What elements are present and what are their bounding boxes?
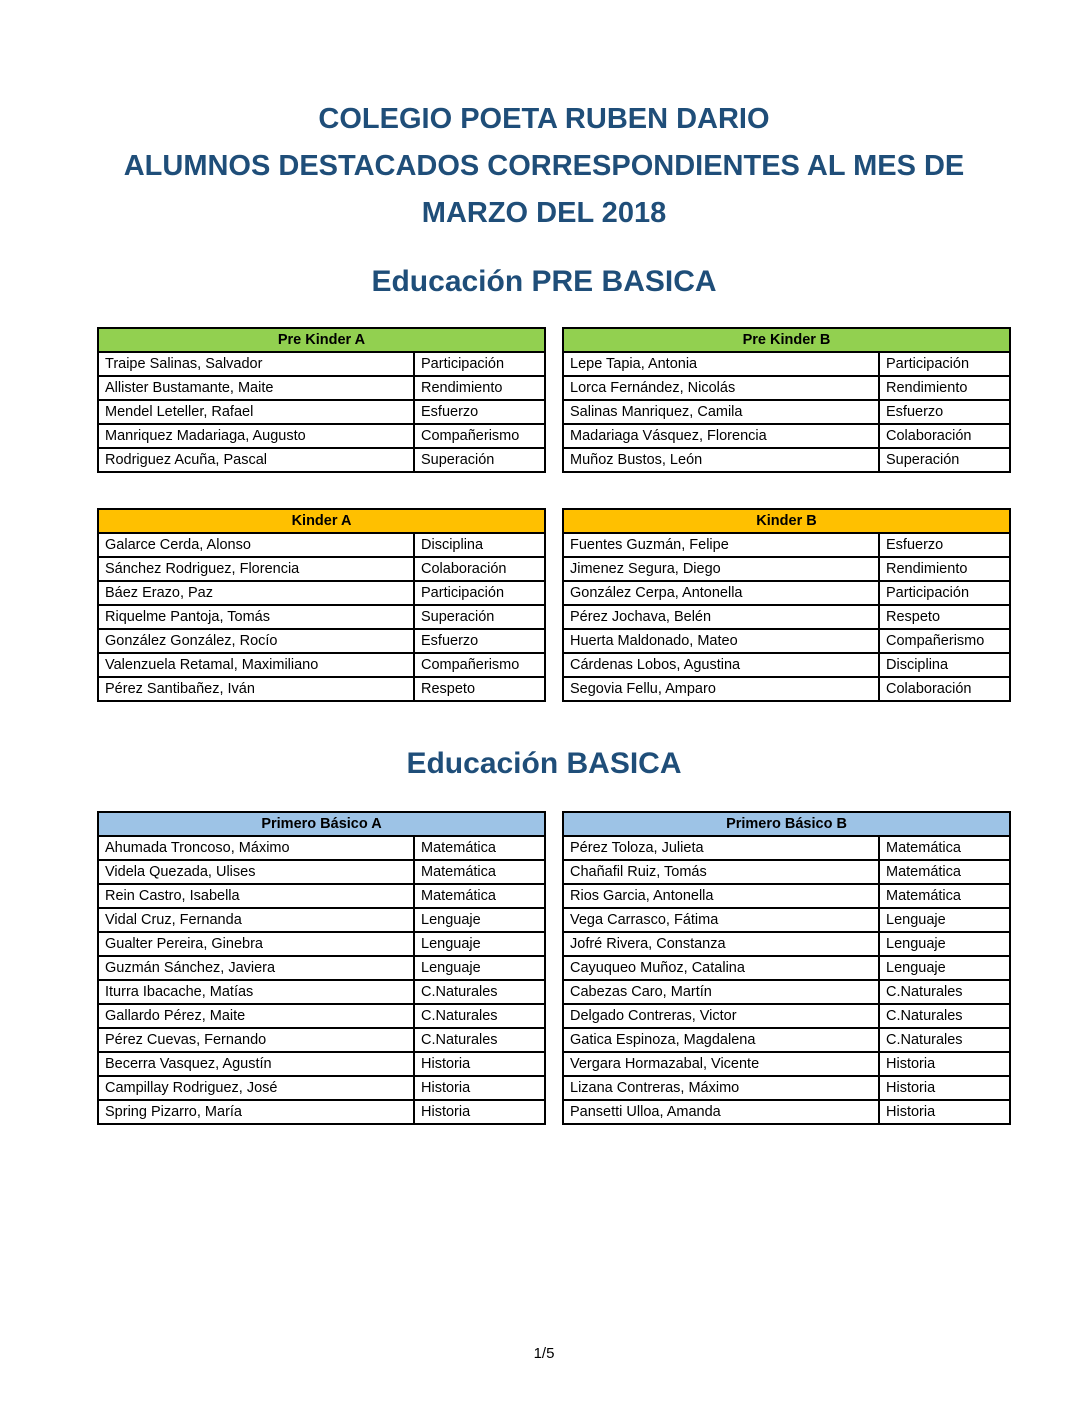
student-name-cell: Videla Quezada, Ulises bbox=[98, 860, 414, 884]
title-subject: ALUMNOS DESTACADOS CORRESPONDIENTES AL MES DE bbox=[123, 150, 965, 182]
table-row bbox=[563, 448, 1010, 472]
page-number: 1/5 bbox=[533, 1345, 555, 1362]
student-name-cell: Chañafil Ruiz, Tomás bbox=[563, 860, 879, 884]
category-cell: Historia bbox=[879, 1100, 1010, 1124]
category-cell: Participación bbox=[879, 352, 1010, 376]
table-row bbox=[563, 533, 1010, 557]
table-row bbox=[98, 1028, 545, 1052]
table-row bbox=[563, 956, 1010, 980]
student-name-cell: Becerra Vasquez, Agustín bbox=[98, 1052, 414, 1076]
table-row bbox=[563, 860, 1010, 884]
group-table-pre-kinder-a bbox=[97, 327, 546, 473]
student-name-cell: Pérez Toloza, Julieta bbox=[563, 836, 879, 860]
student-name-cell: Iturra Ibacache, Matías bbox=[98, 980, 414, 1004]
table-row bbox=[563, 1052, 1010, 1076]
category-cell: Disciplina bbox=[879, 653, 1010, 677]
student-name-cell: Pérez Jochava, Belén bbox=[563, 605, 879, 629]
student-name-cell: González Cerpa, Antonella bbox=[563, 581, 879, 605]
category-cell: Participación bbox=[414, 581, 545, 605]
student-name-cell: Traipe Salinas, Salvador bbox=[98, 352, 414, 376]
category-cell: Rendimiento bbox=[879, 557, 1010, 581]
category-cell: Superación bbox=[414, 605, 545, 629]
table-row bbox=[563, 980, 1010, 1004]
section-title-basica: Educación BASICA bbox=[406, 747, 682, 780]
table-row bbox=[98, 629, 545, 653]
table-row bbox=[98, 376, 545, 400]
student-name-cell: Vergara Hormazabal, Vicente bbox=[563, 1052, 879, 1076]
student-name-cell: Pansetti Ulloa, Amanda bbox=[563, 1100, 879, 1124]
category-cell: Esfuerzo bbox=[879, 533, 1010, 557]
group-table-primero-basico-b bbox=[562, 811, 1011, 1125]
table-row bbox=[98, 956, 545, 980]
table-row bbox=[98, 908, 545, 932]
category-cell: Superación bbox=[414, 448, 545, 472]
group-header: Pre Kinder A bbox=[98, 328, 545, 352]
table-row bbox=[563, 1100, 1010, 1124]
student-name-cell: Campillay Rodriguez, José bbox=[98, 1076, 414, 1100]
category-cell: Lenguaje bbox=[879, 932, 1010, 956]
student-name-cell: Segovia Fellu, Amparo bbox=[563, 677, 879, 701]
category-cell: Lenguaje bbox=[414, 908, 545, 932]
table-row bbox=[98, 557, 545, 581]
student-name-cell: Gallardo Pérez, Maite bbox=[98, 1004, 414, 1028]
table-row bbox=[98, 653, 545, 677]
category-cell: Esfuerzo bbox=[414, 629, 545, 653]
category-cell: Lenguaje bbox=[879, 956, 1010, 980]
category-cell: Matemática bbox=[879, 884, 1010, 908]
table-row bbox=[563, 581, 1010, 605]
group-header: Primero Básico A bbox=[98, 812, 545, 836]
category-cell: Colaboración bbox=[879, 424, 1010, 448]
table-row bbox=[563, 557, 1010, 581]
category-cell: Matemática bbox=[879, 836, 1010, 860]
table-row bbox=[563, 908, 1010, 932]
table-row bbox=[98, 1052, 545, 1076]
student-name-cell: Rios Garcia, Antonella bbox=[563, 884, 879, 908]
student-name-cell: Fuentes Guzmán, Felipe bbox=[563, 533, 879, 557]
student-name-cell: Lorca Fernández, Nicolás bbox=[563, 376, 879, 400]
category-cell: Historia bbox=[414, 1076, 545, 1100]
student-name-cell: Cabezas Caro, Martín bbox=[563, 980, 879, 1004]
table-row bbox=[563, 1004, 1010, 1028]
table-row bbox=[563, 1076, 1010, 1100]
student-name-cell: Pérez Santibañez, Iván bbox=[98, 677, 414, 701]
student-name-cell: Pérez Cuevas, Fernando bbox=[98, 1028, 414, 1052]
category-cell: C.Naturales bbox=[414, 980, 545, 1004]
section-title-pre-basica: Educación PRE BASICA bbox=[371, 265, 717, 298]
student-name-cell: Spring Pizarro, María bbox=[98, 1100, 414, 1124]
student-name-cell: Jofré Rivera, Constanza bbox=[563, 932, 879, 956]
student-name-cell: Rodriguez Acuña, Pascal bbox=[98, 448, 414, 472]
table-row bbox=[563, 629, 1010, 653]
student-name-cell: Vega Carrasco, Fátima bbox=[563, 908, 879, 932]
table-row bbox=[98, 1004, 545, 1028]
table-row bbox=[563, 677, 1010, 701]
category-cell: Compañerismo bbox=[414, 653, 545, 677]
student-name-cell: Cayuqueo Muñoz, Catalina bbox=[563, 956, 879, 980]
student-name-cell: Lizana Contreras, Máximo bbox=[563, 1076, 879, 1100]
category-cell: Rendimiento bbox=[879, 376, 1010, 400]
table-row bbox=[563, 932, 1010, 956]
category-cell: Participación bbox=[414, 352, 545, 376]
student-name-cell: Lepe Tapia, Antonia bbox=[563, 352, 879, 376]
category-cell: Superación bbox=[879, 448, 1010, 472]
student-name-cell: González González, Rocío bbox=[98, 629, 414, 653]
group-table-pre-kinder-b bbox=[562, 327, 1011, 473]
group-table-kinder-a bbox=[97, 508, 546, 702]
table-row bbox=[563, 352, 1010, 376]
student-name-cell: Cárdenas Lobos, Agustina bbox=[563, 653, 879, 677]
table-row bbox=[98, 400, 545, 424]
student-name-cell: Valenzuela Retamal, Maximiliano bbox=[98, 653, 414, 677]
category-cell: C.Naturales bbox=[879, 980, 1010, 1004]
category-cell: Compañerismo bbox=[879, 629, 1010, 653]
category-cell: Rendimiento bbox=[414, 376, 545, 400]
table-row bbox=[563, 653, 1010, 677]
group-header: Kinder A bbox=[98, 509, 545, 533]
table-row bbox=[563, 884, 1010, 908]
student-name-cell: Salinas Manriquez, Camila bbox=[563, 400, 879, 424]
category-cell: Matemática bbox=[414, 884, 545, 908]
category-cell: Respeto bbox=[414, 677, 545, 701]
category-cell: C.Naturales bbox=[879, 1028, 1010, 1052]
category-cell: Compañerismo bbox=[414, 424, 545, 448]
category-cell: Lenguaje bbox=[879, 908, 1010, 932]
title-month: MARZO DEL 2018 bbox=[421, 197, 667, 229]
document-title bbox=[0, 96, 1088, 237]
student-name-cell: Manriquez Madariaga, Augusto bbox=[98, 424, 414, 448]
table-row bbox=[563, 424, 1010, 448]
table-row bbox=[98, 352, 545, 376]
title-school: COLEGIO POETA RUBEN DARIO bbox=[318, 103, 770, 135]
category-cell: Lenguaje bbox=[414, 932, 545, 956]
category-cell: Esfuerzo bbox=[414, 400, 545, 424]
student-name-cell: Delgado Contreras, Victor bbox=[563, 1004, 879, 1028]
student-name-cell: Madariaga Vásquez, Florencia bbox=[563, 424, 879, 448]
category-cell: Matemática bbox=[879, 860, 1010, 884]
table-row bbox=[98, 424, 545, 448]
category-cell: Disciplina bbox=[414, 533, 545, 557]
category-cell: C.Naturales bbox=[414, 1004, 545, 1028]
table-row bbox=[98, 581, 545, 605]
table-row bbox=[98, 448, 545, 472]
category-cell: C.Naturales bbox=[879, 1004, 1010, 1028]
student-name-cell: Vidal Cruz, Fernanda bbox=[98, 908, 414, 932]
category-cell: Matemática bbox=[414, 860, 545, 884]
category-cell: C.Naturales bbox=[414, 1028, 545, 1052]
student-name-cell: Gualter Pereira, Ginebra bbox=[98, 932, 414, 956]
student-name-cell: Galarce Cerda, Alonso bbox=[98, 533, 414, 557]
group-table-primero-basico-a bbox=[97, 811, 546, 1125]
group-table-kinder-b bbox=[562, 508, 1011, 702]
student-name-cell: Allister Bustamante, Maite bbox=[98, 376, 414, 400]
table-row bbox=[98, 884, 545, 908]
group-header: Kinder B bbox=[563, 509, 1010, 533]
group-header: Primero Básico B bbox=[563, 812, 1010, 836]
table-row bbox=[563, 605, 1010, 629]
category-cell: Historia bbox=[414, 1100, 545, 1124]
student-name-cell: Báez Erazo, Paz bbox=[98, 581, 414, 605]
category-cell: Historia bbox=[414, 1052, 545, 1076]
table-row bbox=[98, 836, 545, 860]
student-name-cell: Rein Castro, Isabella bbox=[98, 884, 414, 908]
student-name-cell: Muñoz Bustos, León bbox=[563, 448, 879, 472]
table-row bbox=[98, 860, 545, 884]
table-row bbox=[98, 1076, 545, 1100]
table-row bbox=[563, 376, 1010, 400]
category-cell: Colaboración bbox=[879, 677, 1010, 701]
student-name-cell: Ahumada Troncoso, Máximo bbox=[98, 836, 414, 860]
table-row bbox=[563, 836, 1010, 860]
student-name-cell: Gatica Espinoza, Magdalena bbox=[563, 1028, 879, 1052]
category-cell: Esfuerzo bbox=[879, 400, 1010, 424]
category-cell: Colaboración bbox=[414, 557, 545, 581]
table-row bbox=[98, 677, 545, 701]
student-name-cell: Huerta Maldonado, Mateo bbox=[563, 629, 879, 653]
category-cell: Historia bbox=[879, 1076, 1010, 1100]
table-row bbox=[98, 980, 545, 1004]
category-cell: Lenguaje bbox=[414, 956, 545, 980]
table-row bbox=[98, 932, 545, 956]
group-header: Pre Kinder B bbox=[563, 328, 1010, 352]
student-name-cell: Riquelme Pantoja, Tomás bbox=[98, 605, 414, 629]
category-cell: Participación bbox=[879, 581, 1010, 605]
table-row bbox=[563, 400, 1010, 424]
student-name-cell: Jimenez Segura, Diego bbox=[563, 557, 879, 581]
category-cell: Matemática bbox=[414, 836, 545, 860]
student-name-cell: Sánchez Rodriguez, Florencia bbox=[98, 557, 414, 581]
category-cell: Respeto bbox=[879, 605, 1010, 629]
student-name-cell: Mendel Leteller, Rafael bbox=[98, 400, 414, 424]
category-cell: Historia bbox=[879, 1052, 1010, 1076]
table-row bbox=[563, 1028, 1010, 1052]
table-row bbox=[98, 533, 545, 557]
table-row bbox=[98, 1100, 545, 1124]
student-name-cell: Guzmán Sánchez, Javiera bbox=[98, 956, 414, 980]
table-row bbox=[98, 605, 545, 629]
